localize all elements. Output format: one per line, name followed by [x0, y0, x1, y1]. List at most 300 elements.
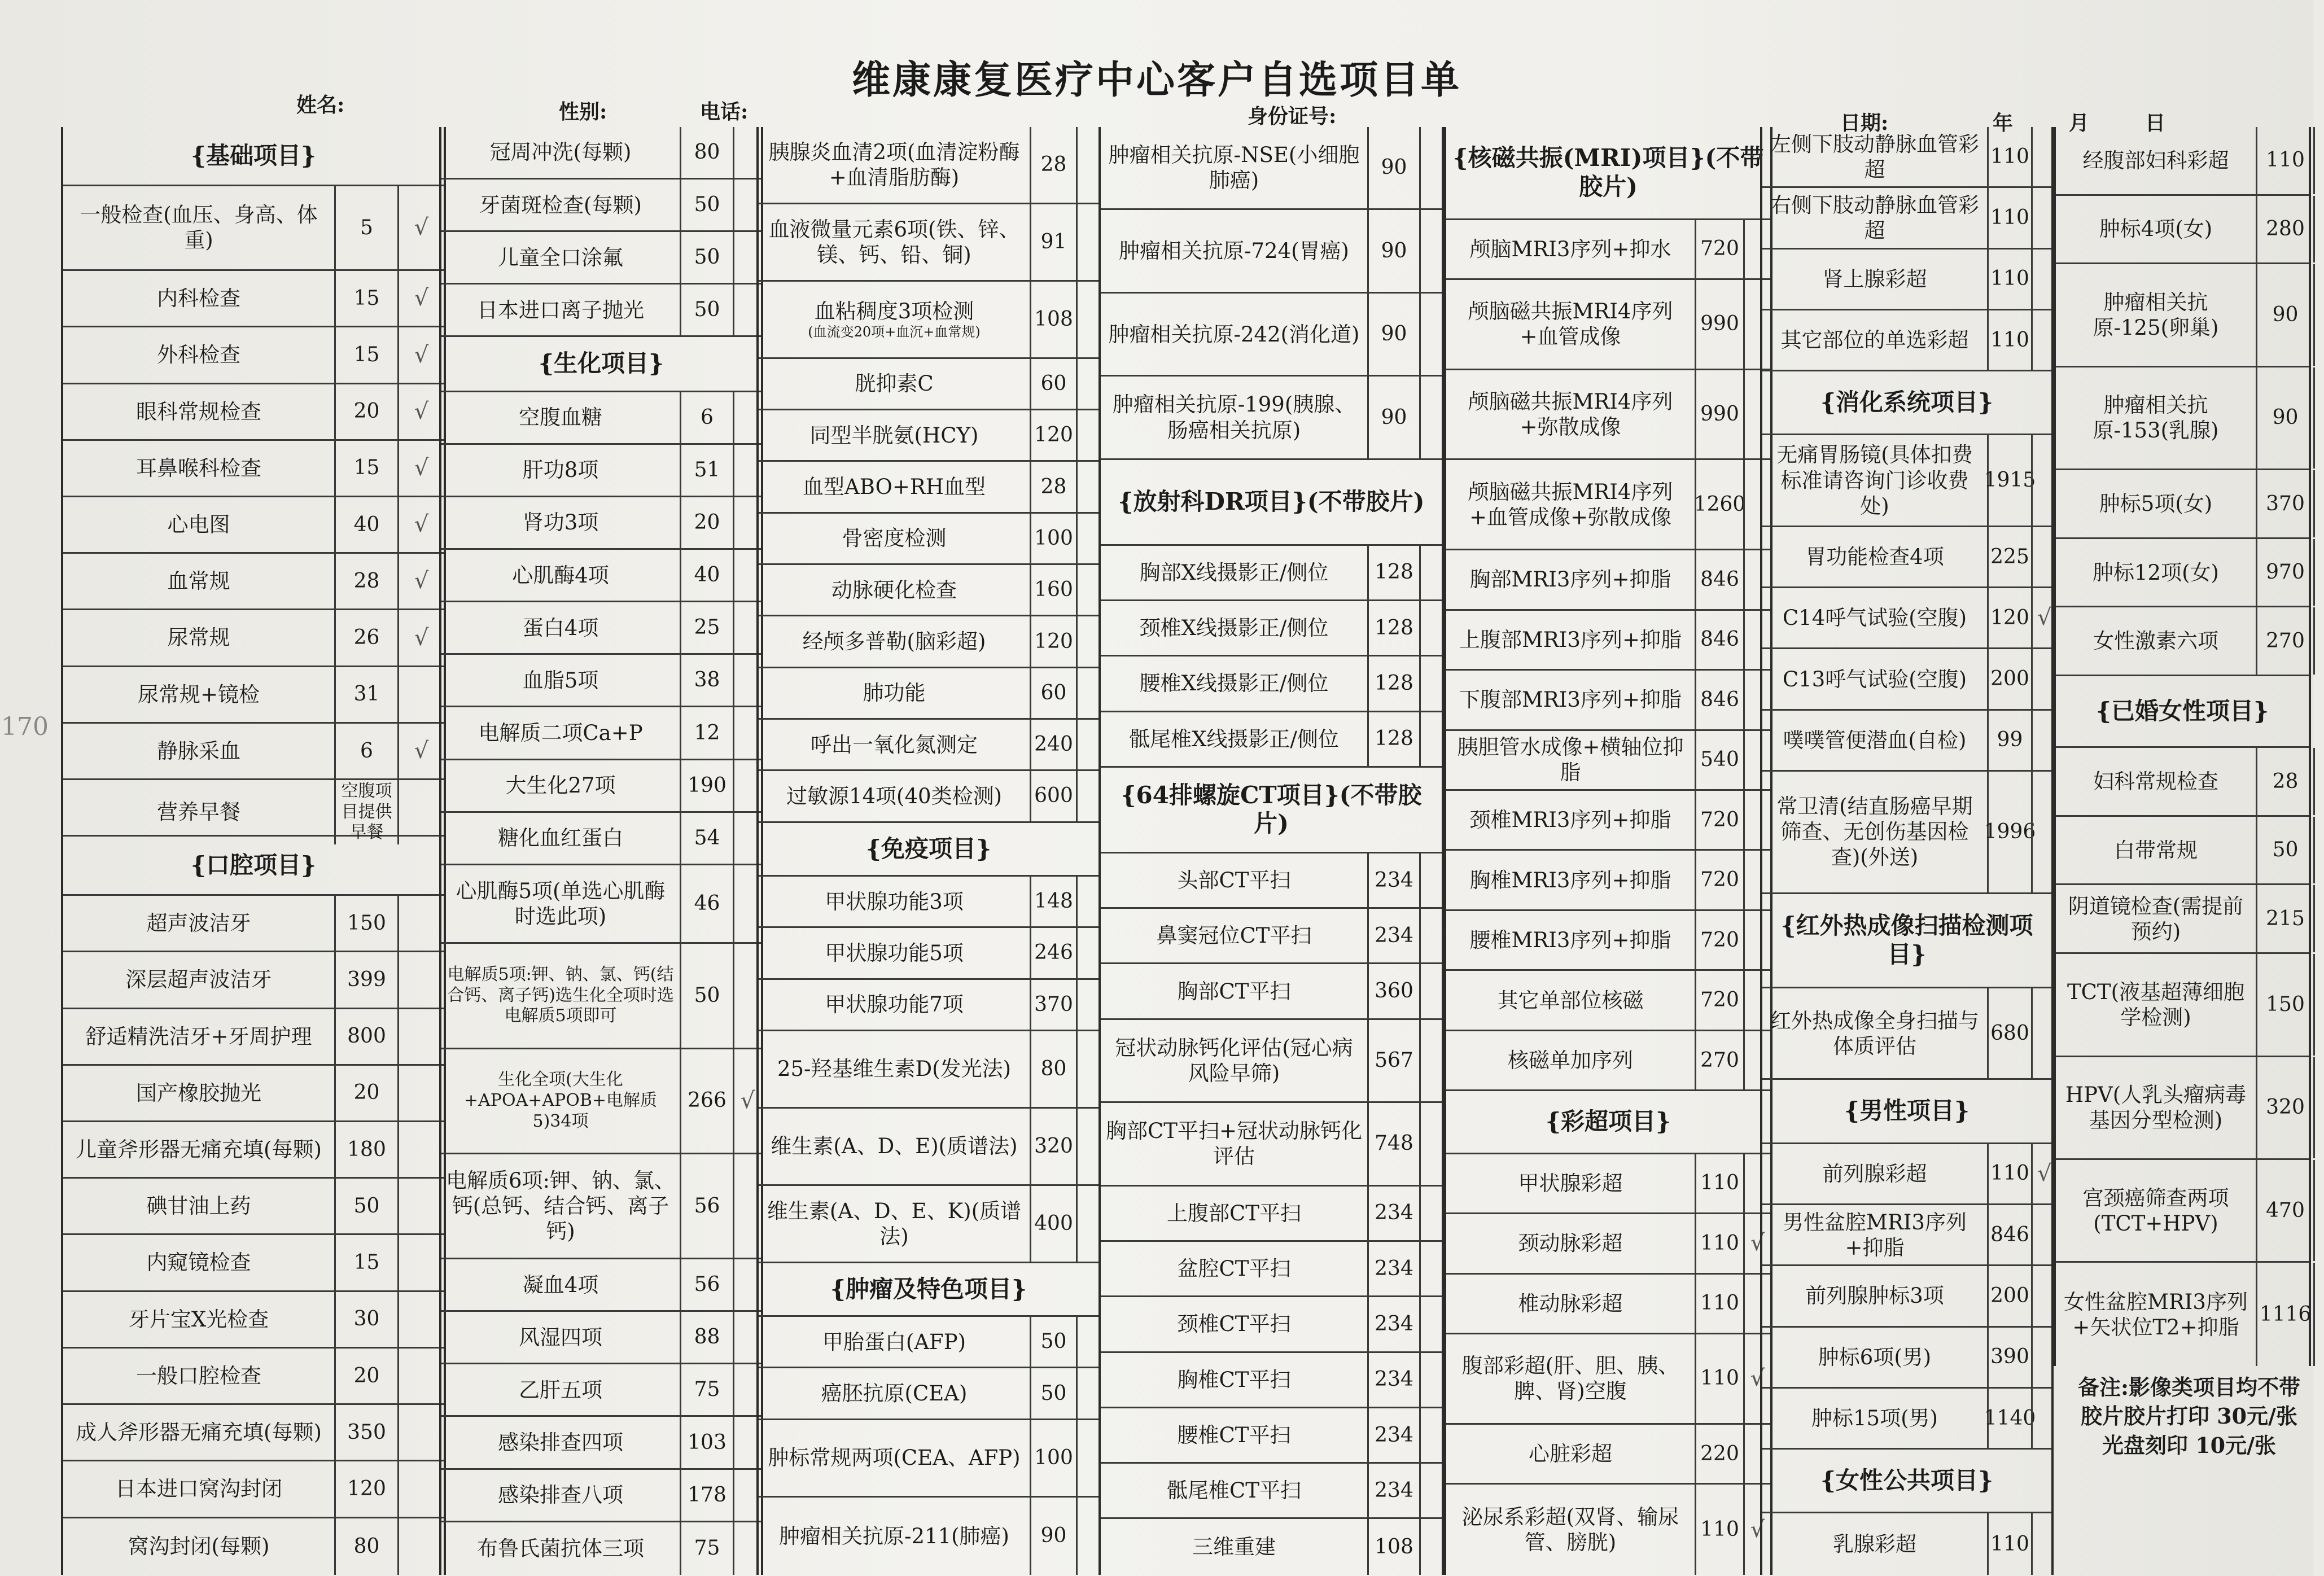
item-checkbox[interactable] [2031, 188, 2051, 247]
item-checkbox[interactable] [2031, 649, 2051, 708]
item-row [759, 1109, 1098, 1186]
item-name: 深层超声波洁牙 [125, 968, 272, 992]
date-year: 年 [1993, 111, 2014, 135]
item-checkbox[interactable] [1419, 712, 1442, 766]
item-price: 75 [680, 1364, 733, 1415]
item-row [2056, 127, 2309, 196]
item-name: 胸部X线摄影正/侧位 [1139, 560, 1329, 585]
item-row [1101, 601, 1442, 656]
item-checkbox[interactable] [2313, 367, 2324, 469]
item-name: 盆腔CT平扫 [1177, 1257, 1291, 1281]
item-row [1762, 1144, 2051, 1205]
table-column-3 [756, 127, 1101, 1575]
item-checkbox[interactable] [1076, 1109, 1098, 1184]
item-checkbox[interactable]: √ [397, 441, 444, 496]
item-price: 60 [1030, 359, 1076, 409]
item-checkbox[interactable] [2313, 1057, 2324, 1158]
item-name: 经颅多普勒(脑彩超) [802, 629, 986, 654]
item-name: 肿瘤相关抗原-153(乳腺) [2093, 393, 2219, 443]
item-checkbox[interactable] [2031, 772, 2051, 892]
item-price: 178 [680, 1470, 733, 1521]
item-checkbox[interactable] [2031, 1328, 2051, 1387]
item-row [2056, 1263, 2312, 1365]
item-checkbox[interactable] [1076, 1420, 1098, 1496]
item-checkbox[interactable] [2031, 310, 2051, 370]
section-title: {男性项目} [1844, 1097, 1970, 1125]
item-price: 280 [2256, 196, 2313, 263]
item-price: 399 [334, 952, 397, 1007]
item-row [63, 610, 444, 667]
item-checkbox[interactable] [1076, 928, 1098, 978]
item-row [759, 668, 1098, 720]
item-row [63, 1349, 444, 1405]
item-checkbox[interactable] [2313, 470, 2324, 537]
item-row [63, 1518, 444, 1575]
item-row [1762, 1513, 2051, 1574]
item-checkbox[interactable] [2313, 196, 2324, 263]
item-row [63, 667, 444, 724]
item-name: 生化全项(大生化+APOA+APOB+电解质5)34项 [463, 1070, 657, 1131]
item-checkbox[interactable] [397, 667, 444, 722]
item-price: 15 [334, 1235, 397, 1290]
item-checkbox[interactable] [1076, 1031, 1098, 1107]
item-price: 800 [334, 1009, 397, 1064]
item-checkbox[interactable] [397, 1292, 444, 1347]
item-name: 同型半胱氨(HCY) [809, 423, 979, 448]
item-checkbox[interactable]: √ [397, 186, 444, 269]
item-checkbox[interactable]: √ [397, 384, 444, 439]
item-name: 三维重建 [1192, 1535, 1276, 1559]
item-checkbox[interactable] [1419, 1519, 1442, 1574]
item-checkbox[interactable] [1076, 720, 1098, 769]
item-row [1446, 370, 1770, 461]
item-row [2056, 607, 2309, 676]
item-row [2056, 196, 2309, 265]
item-price: 110 [1695, 1214, 1743, 1272]
table-column-1 [61, 127, 446, 1575]
item-checkbox[interactable] [2031, 1205, 2051, 1264]
item-name: 感染排查八项 [498, 1483, 623, 1508]
item-checkbox[interactable] [1076, 1498, 1098, 1575]
item-row [1446, 791, 1770, 851]
item-price: 470 [2256, 1160, 2313, 1261]
item-checkbox[interactable] [1076, 282, 1098, 357]
item-price: 80 [1030, 1031, 1076, 1107]
item-price: 720 [1695, 220, 1743, 278]
date-month: 月 [2069, 111, 2090, 135]
item-name: 头部CT平扫 [1177, 868, 1291, 892]
item-checkbox[interactable] [2313, 264, 2324, 365]
item-price: 108 [1030, 282, 1076, 357]
item-price: 270 [1695, 1031, 1743, 1089]
item-checkbox[interactable] [1419, 377, 1442, 458]
item-checkbox[interactable] [1076, 127, 1098, 203]
item-checkbox[interactable] [397, 1122, 444, 1177]
item-row [759, 616, 1098, 668]
item-price: 370 [2256, 470, 2313, 537]
section-header [1446, 127, 1770, 220]
section-title: {女性公共项目} [1820, 1466, 1994, 1495]
item-name: 腰椎CT平扫 [1177, 1422, 1291, 1447]
item-checkbox[interactable]: √ [397, 610, 444, 665]
item-row [441, 1417, 761, 1469]
item-checkbox[interactable]: √ [733, 1049, 761, 1153]
item-price: 90 [2256, 264, 2313, 365]
gender-label: 性别: [559, 100, 607, 124]
item-price: 148 [1030, 877, 1076, 926]
item-name: 红外热成像全身扫描与体质评估 [1770, 1008, 1979, 1058]
item-row [1446, 911, 1770, 971]
item-checkbox[interactable] [397, 1349, 444, 1403]
item-row [1762, 1389, 2051, 1450]
item-row [759, 720, 1098, 771]
item-row [1446, 460, 1770, 550]
item-checkbox[interactable]: √ [1743, 1214, 1770, 1272]
item-checkbox[interactable] [1076, 410, 1098, 460]
item-name: 噗噗管便潜血(自检) [1783, 728, 1967, 752]
item-name: 肿标常规两项(CEA、AFP) [768, 1446, 1021, 1470]
item-row [1101, 546, 1442, 601]
item-row [441, 550, 761, 602]
item-price: 90 [1367, 210, 1419, 291]
table-column-2 [439, 127, 763, 1575]
item-row [63, 1405, 444, 1461]
item-name: 日本进口离子抛光 [477, 297, 644, 322]
item-checkbox[interactable] [2031, 711, 2051, 770]
item-row [1762, 649, 2051, 710]
item-row [2056, 264, 2309, 367]
item-name: 鼻窦冠位CT平扫 [1156, 923, 1312, 948]
item-name: 肾上腺彩超 [1822, 266, 1927, 291]
item-name: 肿标12项(女) [2093, 560, 2219, 585]
item-checkbox[interactable] [1076, 771, 1098, 821]
item-row [2056, 748, 2309, 817]
item-row [441, 760, 761, 813]
item-checkbox[interactable] [1076, 616, 1098, 666]
item-checkbox[interactable]: √ [1743, 1334, 1770, 1423]
item-price: 240 [1030, 720, 1076, 769]
item-price: 110 [1695, 1154, 1743, 1212]
date-label: 日期: [1840, 111, 1889, 135]
item-checkbox[interactable] [1419, 909, 1442, 962]
item-row [441, 1312, 761, 1364]
item-name: 乙肝五项 [519, 1377, 602, 1402]
item-name: 前列腺肿标3项 [1805, 1284, 1944, 1308]
item-row [1446, 731, 1770, 791]
section-header [1762, 1450, 2051, 1513]
item-row [1762, 1266, 2051, 1327]
item-checkbox[interactable]: √ [2031, 1144, 2056, 1203]
page-title: 维康康复医疗中心客户自选项目单 [851, 58, 1461, 103]
item-checkbox[interactable] [1419, 1297, 1442, 1351]
item-price: 100 [1030, 514, 1076, 563]
item-name: 宫颈癌筛查两项(TCT+HPV) [2082, 1185, 2229, 1236]
item-checkbox[interactable] [2031, 249, 2051, 309]
item-price: 56 [680, 1259, 733, 1310]
item-row [441, 497, 761, 550]
item-row [2056, 1057, 2309, 1160]
item-checkbox[interactable] [1076, 204, 1098, 280]
item-row [759, 462, 1098, 513]
item-checkbox[interactable] [397, 1405, 444, 1460]
date-day: 日 [2145, 111, 2166, 135]
item-name: 窝沟封闭(每颗) [128, 1534, 270, 1559]
item-price: 6 [334, 724, 397, 778]
item-checkbox[interactable] [1419, 1103, 1442, 1184]
item-price: 20 [334, 1349, 397, 1403]
item-price: 215 [2256, 885, 2313, 952]
item-name: 女性激素六项 [2093, 629, 2218, 654]
item-row [1446, 1425, 1770, 1485]
item-checkbox[interactable] [2031, 1266, 2051, 1325]
item-row [1101, 1187, 1442, 1242]
item-row [1101, 294, 1442, 377]
item-price: 28 [2256, 748, 2313, 815]
item-name: 胸部MRI3序列+抑脂 [1469, 567, 1671, 592]
item-checkbox[interactable] [397, 952, 444, 1007]
item-name: 右侧下肢动静脉血管彩超 [1770, 192, 1979, 243]
item-checkbox[interactable] [1419, 1464, 1442, 1517]
section-title: {生化项目} [538, 349, 664, 378]
item-price: 5 [334, 186, 397, 269]
item-checkbox[interactable] [1419, 964, 1442, 1018]
item-checkbox[interactable]: √ [397, 327, 444, 382]
item-name: 其它单部位核磁 [1497, 988, 1644, 1013]
item-checkbox[interactable]: √ [397, 724, 444, 778]
item-price: 54 [680, 813, 733, 864]
item-price: 103 [680, 1417, 733, 1468]
item-checkbox[interactable] [1419, 294, 1442, 375]
item-checkbox[interactable] [397, 896, 444, 951]
item-checkbox[interactable] [1419, 1353, 1442, 1407]
item-row [441, 1522, 761, 1575]
section-title: {已婚女性项目} [2095, 697, 2269, 725]
item-price: 990 [1695, 280, 1743, 369]
item-price: 390 [1987, 1328, 2031, 1387]
item-price: 15 [334, 327, 397, 382]
item-row [759, 771, 1098, 822]
item-row [1101, 1103, 1442, 1186]
item-checkbox[interactable] [1419, 1242, 1442, 1295]
item-checkbox[interactable] [1419, 1020, 1442, 1101]
item-checkbox[interactable] [1076, 359, 1098, 409]
item-name: 白带常规 [2114, 838, 2198, 863]
margin-mark: 170 [1, 712, 49, 741]
item-price: 90 [1367, 127, 1419, 208]
table-column-6 [1760, 127, 2054, 1575]
item-name: 妇科常规检查 [2093, 769, 2218, 794]
item-price: 50 [2256, 817, 2313, 884]
item-row [2056, 367, 2309, 470]
item-price: 1996 [1987, 772, 2031, 892]
item-checkbox[interactable] [2313, 127, 2324, 194]
item-price: 80 [334, 1518, 397, 1575]
item-price: 266 [680, 1049, 733, 1153]
item-name: 上腹部CT平扫 [1167, 1201, 1301, 1225]
item-row [2056, 885, 2309, 954]
item-name: 肿瘤相关抗原-125(卵巢) [2093, 290, 2219, 340]
section-header [759, 823, 1098, 877]
item-name: 电解质二项Ca+P [478, 720, 643, 745]
section-header [759, 1263, 1098, 1317]
item-checkbox[interactable] [2313, 817, 2324, 884]
item-checkbox[interactable] [1419, 656, 1442, 710]
item-price: 160 [1030, 565, 1076, 615]
item-price: 110 [1695, 1275, 1743, 1333]
item-price: 150 [2256, 954, 2313, 1055]
item-name: 尿常规 [167, 625, 230, 650]
item-row [759, 1498, 1098, 1575]
item-checkbox[interactable] [397, 1518, 444, 1575]
item-name: 常卫清(结直肠癌早期筛查、无创伤基因检查)(外送) [1776, 794, 1973, 870]
item-row [441, 232, 761, 284]
item-price: 720 [1695, 911, 1743, 969]
item-name: 其它部位的单选彩超 [1780, 327, 1969, 352]
item-name: 腰椎X线摄影正/侧位 [1139, 671, 1329, 696]
item-checkbox[interactable] [1419, 210, 1442, 291]
item-checkbox[interactable] [397, 1066, 444, 1120]
item-name: 肿瘤相关抗原-199(胰腺、肠癌相关抗原) [1112, 392, 1356, 443]
item-price: 846 [1695, 550, 1743, 608]
item-row [1101, 210, 1442, 293]
item-price: 50 [680, 944, 733, 1047]
item-checkbox[interactable] [1076, 565, 1098, 615]
section-header [63, 837, 444, 896]
item-checkbox[interactable]: √ [2031, 588, 2056, 647]
item-name: 维生素(A、D、E、K)(质谱法) [767, 1198, 1022, 1249]
item-row [1762, 435, 2051, 527]
item-row [63, 271, 444, 327]
item-checkbox[interactable] [2313, 954, 2324, 1055]
item-checkbox[interactable] [397, 1009, 444, 1064]
item-price: 320 [1030, 1109, 1076, 1184]
item-checkbox[interactable] [2313, 885, 2324, 952]
item-checkbox[interactable] [397, 1461, 444, 1516]
item-name: 牙片宝X光检查 [128, 1307, 269, 1332]
item-row [441, 1364, 761, 1417]
item-price: 28 [1030, 462, 1076, 511]
item-price: 234 [1367, 1353, 1419, 1407]
item-price: 600 [1030, 771, 1076, 821]
item-row [441, 127, 761, 180]
item-name: 颅脑磁共振MRI4序列+弥散成像 [1468, 389, 1673, 440]
item-price: 400 [1030, 1186, 1076, 1262]
item-checkbox[interactable] [1419, 853, 1442, 907]
item-checkbox[interactable] [1419, 127, 1442, 208]
item-name: 女性盆腔MRI3序列+矢状位T2+抑脂 [2064, 1289, 2248, 1339]
item-row [1101, 1353, 1442, 1408]
item-name: 25-羟基维生素D(发光法) [777, 1057, 1012, 1082]
item-checkbox[interactable] [397, 1179, 444, 1233]
item-row [759, 1317, 1098, 1368]
item-name: 静脉采血 [157, 738, 240, 763]
item-name: 肿瘤相关抗原-NSE(小细胞肺癌) [1108, 143, 1360, 193]
item-checkbox[interactable] [2031, 988, 2051, 1078]
item-name: 风湿四项 [519, 1325, 602, 1350]
item-checkbox[interactable]: √ [397, 271, 444, 326]
item-checkbox[interactable] [2031, 435, 2051, 525]
item-checkbox[interactable]: √ [1743, 1485, 1770, 1575]
item-checkbox[interactable] [1419, 601, 1442, 655]
item-row [63, 384, 444, 441]
item-checkbox[interactable] [2313, 1263, 2324, 1365]
item-checkbox[interactable]: √ [397, 554, 444, 608]
section-title: {红外热成像扫描检测项目} [1780, 912, 2033, 968]
item-price: 720 [1695, 851, 1743, 909]
item-checkbox[interactable] [1076, 514, 1098, 563]
item-row [63, 327, 444, 384]
item-name: 男性盆腔MRI3序列+抑脂 [1783, 1210, 1967, 1260]
item-price: 370 [1030, 980, 1076, 1030]
item-row [63, 1292, 444, 1349]
item-checkbox[interactable] [1076, 1368, 1098, 1418]
item-name: 胸椎CT平扫 [1177, 1367, 1291, 1392]
item-checkbox[interactable] [1076, 668, 1098, 718]
item-name: 肿标4项(女) [2099, 217, 2213, 242]
item-price: 1260 [1695, 460, 1743, 549]
item-checkbox[interactable] [2031, 127, 2051, 186]
item-checkbox[interactable] [1076, 1186, 1098, 1262]
item-price: 110 [1987, 310, 2031, 370]
item-price: 20 [334, 1066, 397, 1120]
item-checkbox[interactable] [2031, 527, 2051, 586]
item-name: 过敏源14项(40类检测) [786, 783, 1003, 808]
item-checkbox[interactable] [2313, 748, 2324, 815]
item-checkbox[interactable] [2031, 1389, 2051, 1448]
item-checkbox[interactable] [2313, 539, 2324, 606]
item-price: 350 [334, 1405, 397, 1460]
item-row [759, 1031, 1098, 1109]
item-checkbox[interactable] [397, 780, 444, 844]
item-price: 90 [1030, 1498, 1076, 1575]
item-name: 胰腺炎血清2项(血清淀粉酶+血清脂肪酶) [768, 139, 1020, 190]
item-checkbox[interactable]: √ [397, 497, 444, 552]
item-name: 颈椎MRI3序列+抑脂 [1469, 808, 1671, 833]
section-title: {肿瘤及特色项目} [830, 1275, 1027, 1303]
item-checkbox[interactable] [1076, 980, 1098, 1030]
item-name: 儿童斧形器无痛充填(每颗) [76, 1137, 322, 1162]
item-checkbox[interactable] [1076, 877, 1098, 926]
item-row [759, 1186, 1098, 1263]
section-header [1446, 1091, 1770, 1154]
item-name: 空腹血糖 [519, 405, 602, 430]
item-name: 碘甘油上药 [146, 1194, 251, 1219]
item-price: 320 [2256, 1057, 2313, 1158]
item-checkbox[interactable] [2313, 1160, 2324, 1261]
item-checkbox[interactable] [2031, 1513, 2051, 1574]
item-price: 110 [1695, 1485, 1743, 1575]
item-name: 血常规 [167, 569, 230, 594]
item-price: 28 [334, 554, 397, 608]
item-checkbox[interactable] [1076, 1317, 1098, 1367]
item-checkbox[interactable] [1419, 1408, 1442, 1462]
item-price: 225 [1987, 527, 2031, 586]
item-row [441, 1049, 761, 1154]
item-price: 1116 [2256, 1263, 2313, 1365]
item-row [441, 602, 761, 655]
item-checkbox[interactable] [2313, 607, 2324, 675]
item-name: 甲状腺彩超 [1518, 1171, 1623, 1196]
section-title: {基础项目} [190, 141, 317, 169]
item-price: 100 [1030, 1420, 1076, 1496]
item-price: 25 [680, 602, 733, 653]
item-checkbox[interactable] [1076, 462, 1098, 511]
item-checkbox[interactable] [1419, 546, 1442, 599]
item-checkbox[interactable] [1419, 1187, 1442, 1240]
item-row [441, 284, 761, 337]
item-checkbox[interactable] [397, 1235, 444, 1290]
item-price: 246 [1030, 928, 1076, 978]
